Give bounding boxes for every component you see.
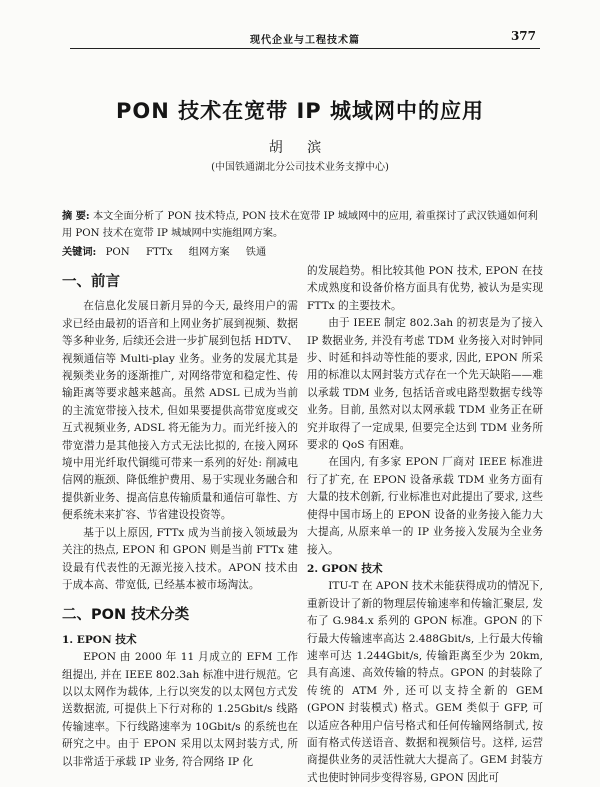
abstract-label: 摘 要:	[62, 210, 90, 222]
keyword-item: 组网方案	[188, 247, 230, 258]
paragraph: EPON 由 2000 年 11 月成立的 EFM 工作组提出, 并在 IEEE 802.3ah 标准中进行规范。它以以太网作为载体, 上行以突发的以太网包方式发送数据流, 可提供上下行对称的 1.25Gbit/s 线路传输速率。下行线路速率为 10Gbit/s 的系统也在研究之中。由于 EPON 采用以太网封装方式, 所以非常适于承载 IP 业务, 符合网络 IP 化	[62, 651, 298, 768]
paragraph: 由于 IEEE 制定 802.3ah 的初衷是为了接入 IP 数据业务, 并没有考虑 TDM 业务接入对时钟同步、时延和抖动等性能的要求, 因此, EPON 所采用的标准以太网封装方式存在一个先天缺陷——难以承载 TDM 业务, 包括话音或电路型数据专线等业务。目前, 虽然对以太网承载 TDM 业务正在研究并取得了一定成果, 但要完全达到 TDM 业务所要求的 QoS 有困难。	[307, 317, 543, 452]
running-title: 现代企业与工程技术篇	[250, 35, 360, 46]
section-heading-pon-classification: 二、PON 技术分类	[62, 607, 190, 624]
keyword-item: FTTx	[145, 247, 173, 258]
abstract	[62, 208, 540, 242]
keyword-item: PON	[105, 247, 130, 258]
left-column	[62, 263, 298, 771]
running-header	[70, 28, 540, 49]
article-title: PON 技术在宽带 IP 城域网中的应用	[116, 99, 484, 123]
page-number: 377	[510, 29, 536, 43]
paragraph: 基于以上原因, FTTx 成为当前接入领域最为关注的热点, EPON 和 GPON 则是当前 FTTx 建设最有代表性的无源光接入技术。APON 技术由于成本高、带宽低, 已经基本被市场淘汰。	[62, 526, 298, 591]
keywords	[62, 243, 279, 258]
paragraph: ITU-T 在 APON 技术未能获得成功的情况下, 重新设计了新的物理层传输速率和传输汇聚层, 发布了 G.984.x 系列的 GPON 标准。GPON 的下行最大传输速率高达 2.488Gbit/s, 上行最大传输速率可达 1.244Gbit/s, 传输距离至少为 20km, 具有高速、高效传输的特点。GPON 的封装除了传统的 ATM 外, 还可以支持全新的 GEM (GPON 封装模式) 格式。GEM 类似于 GFP, 可以适应各种用户信号格式和任何传输网络制式, 按面有格式传送语音、数据和视频信号。这样, 运营商提供业务的灵活性就大大提高了。GEM 封装方式也使时钟同步变得容易, GPON 因此可	[307, 580, 543, 784]
author-affiliation: (中国铁通湖北分公司技术业务支撑中心)	[211, 162, 389, 173]
subsection-heading-gpon: 2. GPON 技术	[307, 562, 383, 575]
abstract-text: 本文全面分析了 PON 技术特点, PON 技术在宽带 IP 城域网中的应用, 着重探讨了武汉铁通如何利用 PON 技术在宽带 IP 城域网中实施组网方案。	[62, 211, 538, 239]
paragraph: 的发展趋势。相比较其他 PON 技术, EPON 在技术成熟度和设备价格方面具有优势, 被认为是实现 FTTx 的主要技术。	[307, 265, 543, 312]
subsection-heading-epon: 1. EPON 技术	[62, 633, 137, 646]
keyword-item: 铁通	[245, 247, 267, 258]
keywords-label: 关键词:	[62, 246, 97, 258]
paragraph: 在信息化发展日新月异的今天, 最终用户的需求已经由最初的语音和上网业务扩展到视频、数据等多种业务, 后续还会进一步扩展到包括 HDTV、视频通信等 Multi-play 业务。业务的发展尤其是视频类业务的逐渐推广, 对网络带宽和稳定性、传输距离等要求越来越高。虽然 ADSL 已成为当前的主流宽带接入技术, 但如果要提供高带宽度或交互式视频业务, ADSL 将无能为力。而光纤接入的带宽潜力是其他接入方式无法比拟的, 在接入网环境中用光纤取代铜缆可带来一系列的好处: 削减电信网的瓶颈、降低维护费用、易于实现业务融合和提供新业务、提高信息传输质量和通信可靠性、方便系统未来扩容、节省建设投资等。	[62, 300, 298, 522]
author-name: 胡 滨	[268, 140, 332, 156]
right-column	[307, 263, 543, 787]
paragraph: 在国内, 有多家 EPON 厂商对 IEEE 标准进行了扩充, 在 EPON 设备承载 TDM 业务方面有大量的技术创新, 行业标准也对此提出了要求, 这些使得中国市场上的 EPON 设备的业务接入能力大大提高, 从原来单一的 IP 业务接入发展为全业务接入。	[307, 456, 543, 556]
section-heading-introduction: 一、前言	[62, 274, 120, 290]
